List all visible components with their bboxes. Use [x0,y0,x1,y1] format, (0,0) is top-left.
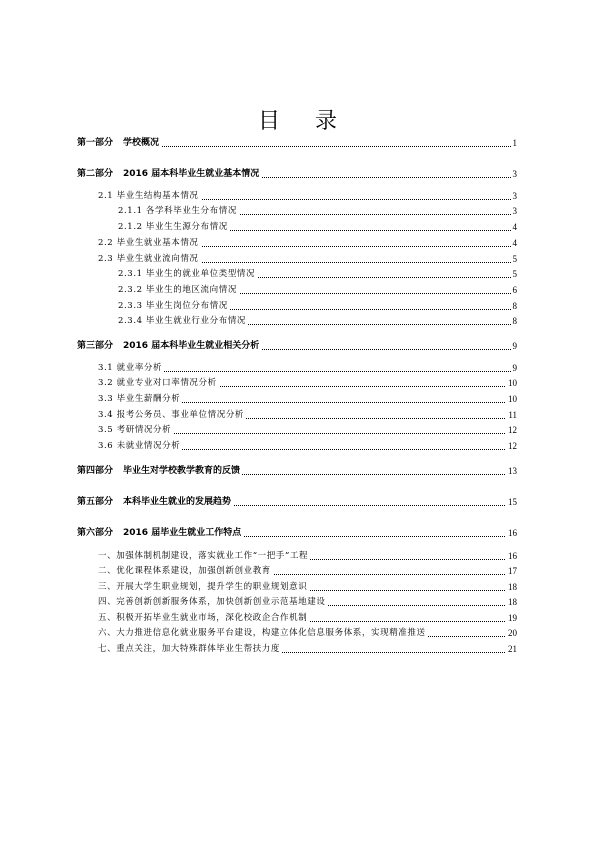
toc-entry-label [98,439,182,453]
toc-entry-text: 2.2 毕业生就业基本情况 [98,238,199,248]
toc-chapter-entry[interactable] [0,136,595,150]
toc-section-entry[interactable] [0,361,595,375]
toc-entry-label [118,267,257,281]
toc-page-number: 8 [512,301,517,311]
toc-entry-text: 四、完善创新创新服务体系，加快创新创业示范基地建设 [98,597,326,607]
toc-page-number: 11 [508,410,517,420]
toc-entry-text: 六、大力推进信息化就业服务平台建设，构建立体化信息服务体系，实现精准推送 [98,628,426,638]
toc-entry-text: 学校概况 [123,138,160,148]
toc-entry-text: 2.3.1 毕业生的就业单位类型情况 [118,269,256,279]
toc-entry-text: 七、重点关注，加大特殊群体毕业生帮扶力度 [98,644,281,654]
toc-page-number: 4 [512,238,517,248]
toc-entry-label [98,611,309,625]
toc-entry-text: 3.6 未就业情况分析 [98,441,181,451]
toc-entry-label [77,495,233,509]
toc-entry-text: 二、优化课程体系建设，加强创新创业教育 [98,566,271,576]
toc-entry-label [98,236,201,250]
toc-entry-text: 三、开展大学生职业规划，提升学生的职业规划意识 [98,582,308,592]
toc-chapter-number: 第五部分 [77,497,114,507]
toc-entry-label [118,204,239,218]
toc-entry-label [98,408,246,422]
toc-entry-label [118,314,248,328]
toc-page-number: 5 [512,269,517,279]
toc-page-number: 12 [508,441,517,451]
toc-chapter-number: 第三部分 [77,341,114,351]
toc-section-entry[interactable] [0,439,595,453]
toc-entry-label [118,299,230,313]
toc-entry-text: 2.3.4 毕业生就业行业分布情况 [118,316,247,326]
toc-section-entry[interactable] [0,595,595,609]
toc-page-number: 3 [512,206,517,216]
toc-entry-text: 一、加强体制机制建设，落实就业工作“一把手”工程 [98,551,309,561]
toc-entry-label [77,136,161,150]
toc-entry-text: 3.4 报考公务员、事业单位情况分析 [98,410,245,420]
toc-page-number: 1 [512,138,517,148]
toc-entry-text: 毕业生对学校教学教育的反馈 [123,466,241,476]
toc-section-entry[interactable] [0,642,595,656]
toc-section-entry[interactable] [0,236,595,250]
toc-section-entry[interactable] [0,376,595,390]
toc-entry-text: 本科毕业生就业的发展趋势 [123,497,232,507]
toc-page-number: 13 [508,466,517,476]
toc-section-entry[interactable] [0,423,595,437]
toc-entry-text: 3.5 考研情况分析 [98,425,172,435]
toc-section-entry[interactable] [0,626,595,640]
toc-section-entry[interactable] [0,564,595,578]
toc-entry-label [98,595,328,609]
toc-page-number: 8 [512,316,517,326]
toc-entry-label [98,642,282,656]
toc-entry-label [98,549,310,563]
toc-entry-text: 2.3.2 毕业生的地区流向情况 [118,285,237,295]
toc-page-number: 5 [512,254,517,264]
toc-page-number: 21 [508,644,517,654]
toc-subsection-entry[interactable] [0,299,595,313]
toc-page-number: 6 [512,285,517,295]
toc-subsection-entry[interactable] [0,267,595,281]
toc-chapter-number: 第一部分 [77,138,114,148]
toc-page-number: 15 [508,497,517,507]
toc-section-entry[interactable] [0,580,595,594]
toc-chapter-number: 第六部分 [77,528,114,538]
toc-section-entry[interactable] [0,252,595,266]
toc-title: 目 录 [258,109,351,134]
toc-section-entry[interactable] [0,392,595,406]
toc-page-number: 18 [508,597,517,607]
toc-entry-label [98,564,273,578]
toc-entry-text: 2016 届毕业生就业工作特点 [123,528,242,538]
toc-entry-label [98,392,182,406]
toc-chapter-number: 第二部分 [77,169,114,179]
toc-entry-label [98,423,173,437]
toc-entry-text: 2.3 毕业生就业流向情况 [98,254,199,264]
toc-entry-text: 3.1 就业率分析 [98,363,163,373]
toc-page-number: 10 [508,378,517,388]
toc-entry-text: 2.1 毕业生结构基本情况 [98,191,199,201]
toc-subsection-entry[interactable] [0,314,595,328]
toc-entry-label [77,339,261,353]
toc-entry-label [98,189,201,203]
toc-chapter-entry[interactable] [0,464,595,478]
toc-page-number: 3 [512,169,517,179]
toc-page-number: 10 [508,394,517,404]
toc-section-entry[interactable] [0,408,595,422]
toc-entry-text: 2.3.3 毕业生岗位分布情况 [118,301,228,311]
toc-section-entry[interactable] [0,189,595,203]
toc-entry-text: 2016 届本科毕业生就业相关分析 [123,341,260,351]
toc-entry-label [98,376,219,390]
toc-page-number: 16 [508,551,517,561]
toc-page-number: 9 [512,363,517,373]
toc-entry-label [98,361,164,375]
toc-entry-text: 2.1.1 各学科毕业生分布情况 [118,206,237,216]
toc-entry-label [77,526,243,540]
toc-chapter-entry[interactable] [0,495,595,509]
toc-chapter-entry[interactable] [0,339,595,353]
toc-subsection-entry[interactable] [0,283,595,297]
toc-section-entry[interactable] [0,611,595,625]
toc-section-entry[interactable] [0,549,595,563]
toc-entry-text: 五、积极开拓毕业生就业市场，深化校政企合作机制 [98,613,308,623]
toc-page-number: 20 [508,628,517,638]
toc-subsection-entry[interactable] [0,220,595,234]
toc-page-number: 18 [508,582,517,592]
toc-page-number: 16 [508,528,517,538]
toc-entry-label [77,167,261,181]
toc-subsection-entry[interactable] [0,204,595,218]
toc-entry-text: 2.1.2 毕业生生源分布情况 [118,222,228,232]
toc-page-number: 9 [512,341,517,351]
toc-page-number: 17 [508,566,517,576]
toc-entry-label [77,464,242,478]
toc-chapter-number: 第四部分 [77,466,114,476]
toc-page-number: 4 [512,222,517,232]
toc-entry-text: 3.3 毕业生薪酬分析 [98,394,181,404]
toc-page-number: 3 [512,191,517,201]
toc-entry-label [98,580,309,594]
toc-entry-label [118,220,230,234]
toc-entry-label [98,626,428,640]
toc-chapter-entry[interactable] [0,526,595,540]
toc-chapter-entry[interactable] [0,167,595,181]
toc-entry-text: 2016 届本科毕业生就业基本情况 [123,169,260,179]
toc-page-number: 19 [508,613,517,623]
toc-page-number: 12 [508,425,517,435]
toc-entry-label [118,283,239,297]
toc-entry-label [98,252,201,266]
toc-entry-text: 3.2 就业专业对口率情况分析 [98,378,217,388]
